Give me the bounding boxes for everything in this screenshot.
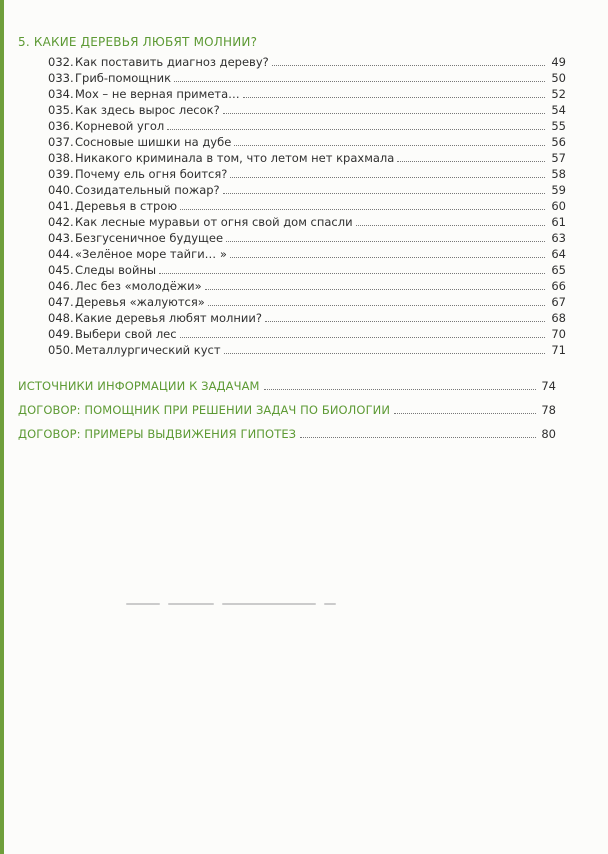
- dot-leader: [264, 389, 536, 390]
- dot-leader: [223, 193, 545, 194]
- dot-leader: [208, 305, 545, 306]
- toc-entry-number: 036.: [48, 119, 74, 133]
- toc-entry: [48, 294, 566, 310]
- dot-leader: [234, 145, 545, 146]
- toc-entry: [48, 214, 566, 230]
- toc-entry-title: Деревья «жалуются»: [75, 295, 205, 309]
- appendix-entry-list: [18, 374, 556, 446]
- toc-entry-number: 038.: [48, 151, 74, 165]
- toc-entry-page-number: 52: [551, 87, 566, 101]
- toc-entry-title: Созидательный пожар?: [75, 183, 220, 197]
- toc-entry-title: Металлургический куст: [75, 343, 221, 357]
- dot-leader: [356, 225, 545, 226]
- toc-entry: [48, 278, 566, 294]
- dot-leader: [205, 289, 545, 290]
- toc-entry-page-number: 57: [551, 151, 566, 165]
- toc-entry-number: 032.: [48, 55, 74, 69]
- toc-entry-title: Безгусеничное будущее: [75, 231, 224, 245]
- toc-entry-number: 049.: [48, 327, 74, 341]
- section-heading: 5. КАКИЕ ДЕРЕВЬЯ ЛЮБЯТ МОЛНИИ?: [18, 35, 258, 49]
- faint-scan-mark: [168, 603, 214, 605]
- faint-scan-mark: [126, 603, 160, 605]
- toc-entry-number: 045.: [48, 263, 74, 277]
- toc-entry-number: 044.: [48, 247, 74, 261]
- toc-entry-page-number: 60: [551, 199, 566, 213]
- toc-entry-number: 035.: [48, 103, 74, 117]
- toc-entry-page-number: 63: [551, 231, 566, 245]
- appendix-entry: [18, 374, 556, 398]
- toc-entry: [48, 70, 566, 86]
- dot-leader: [265, 321, 545, 322]
- toc-entry-title: Корневой угол: [75, 119, 165, 133]
- toc-entry-list: [48, 54, 566, 358]
- toc-entry-number: 037.: [48, 135, 74, 149]
- toc-entry-number: 039.: [48, 167, 74, 181]
- toc-entry-page-number: 67: [551, 295, 566, 309]
- toc-entry-page-number: 56: [551, 135, 566, 149]
- toc-entry: [48, 86, 566, 102]
- toc-entry: [48, 150, 566, 166]
- toc-entry-page-number: 66: [551, 279, 566, 293]
- toc-entry-title: Как лесные муравьи от огня свой дом спасли: [75, 215, 353, 229]
- toc-entry: [48, 326, 566, 342]
- toc-entry-number: 050.: [48, 343, 74, 357]
- toc-entry-page-number: 54: [551, 103, 566, 117]
- faint-scan-mark: [324, 603, 336, 605]
- toc-entry-number: 047.: [48, 295, 74, 309]
- toc-entry-title: Никакого криминала в том, что летом нет крахмала: [75, 151, 395, 165]
- toc-entry-page-number: 68: [551, 311, 566, 325]
- toc-entry-number: 042.: [48, 215, 74, 229]
- toc-entry: [48, 310, 566, 326]
- toc-entry-title: Следы войны: [75, 263, 157, 277]
- toc-entry-title: «Зелёное море тайги… »: [75, 247, 227, 261]
- toc-entry-title: Как здесь вырос лесок?: [75, 103, 220, 117]
- faint-scan-mark: [222, 603, 316, 605]
- dot-leader: [272, 65, 545, 66]
- toc-entry-page-number: 61: [551, 215, 566, 229]
- dot-leader: [243, 97, 545, 98]
- dot-leader: [224, 353, 545, 354]
- dot-leader: [180, 337, 545, 338]
- toc-entry-number: 040.: [48, 183, 74, 197]
- toc-entry-title: Какие деревья любят молнии?: [75, 311, 262, 325]
- dot-leader: [230, 257, 545, 258]
- toc-entry: [48, 166, 566, 182]
- toc-entry-page-number: 65: [551, 263, 566, 277]
- toc-entry-number: 033.: [48, 71, 74, 85]
- toc-entry: [48, 102, 566, 118]
- toc-entry: [48, 118, 566, 134]
- dot-leader: [167, 129, 545, 130]
- toc-entry-title: Выбери свой лес: [75, 327, 177, 341]
- dot-leader: [397, 161, 545, 162]
- toc-entry: [48, 134, 566, 150]
- toc-entry-page-number: 71: [551, 343, 566, 357]
- appendix-entry-page-number: 78: [541, 403, 556, 417]
- dot-leader: [230, 177, 545, 178]
- dot-leader: [226, 241, 545, 242]
- toc-entry-page-number: 55: [551, 119, 566, 133]
- appendix-entry-page-number: 80: [541, 427, 556, 441]
- appendix-entry-page-number: 74: [541, 379, 556, 393]
- appendix-entry: [18, 398, 556, 422]
- toc-entry: [48, 182, 566, 198]
- dot-leader: [394, 413, 536, 414]
- toc-entry-number: 048.: [48, 311, 74, 325]
- appendix-entry-title: ДОГОВОР: ПОМОЩНИК ПРИ РЕШЕНИИ ЗАДАЧ ПО БИОЛОГИИ: [18, 403, 391, 417]
- toc-entry-number: 041.: [48, 199, 74, 213]
- toc-entry: [48, 230, 566, 246]
- toc-entry-page-number: 58: [551, 167, 566, 181]
- toc-entry-number: 046.: [48, 279, 74, 293]
- toc-entry-title: Сосновые шишки на дубе: [75, 135, 232, 149]
- appendix-entry: [18, 422, 556, 446]
- toc-entry-page-number: 59: [551, 183, 566, 197]
- dot-leader: [159, 273, 545, 274]
- toc-entry-page-number: 70: [551, 327, 566, 341]
- toc-entry: [48, 54, 566, 70]
- toc-entry-page-number: 64: [551, 247, 566, 261]
- toc-entry-title: Гриб-помощник: [75, 71, 172, 85]
- toc-entry-page-number: 50: [551, 71, 566, 85]
- toc-entry-number: 043.: [48, 231, 74, 245]
- dot-leader: [300, 437, 536, 438]
- toc-entry: [48, 246, 566, 262]
- toc-entry-title: Как поставить диагноз дереву?: [75, 55, 269, 69]
- toc-entry-number: 034.: [48, 87, 74, 101]
- dot-leader: [223, 113, 545, 114]
- appendix-entry-title: ИСТОЧНИКИ ИНФОРМАЦИИ К ЗАДАЧАМ: [18, 379, 260, 393]
- toc-entry: [48, 198, 566, 214]
- toc-entry: [48, 262, 566, 278]
- appendix-entry-title: ДОГОВОР: ПРИМЕРЫ ВЫДВИЖЕНИЯ ГИПОТЕЗ: [18, 427, 297, 441]
- dot-leader: [180, 209, 545, 210]
- toc-entry-title: Лес без «молодёжи»: [75, 279, 202, 293]
- toc-entry-title: Мох – не верная примета…: [75, 87, 240, 101]
- toc-entry-title: Почему ель огня боится?: [75, 167, 228, 181]
- toc-entry-page-number: 49: [551, 55, 566, 69]
- dot-leader: [174, 81, 545, 82]
- toc-entry-title: Деревья в строю: [75, 199, 178, 213]
- toc-entry: [48, 342, 566, 358]
